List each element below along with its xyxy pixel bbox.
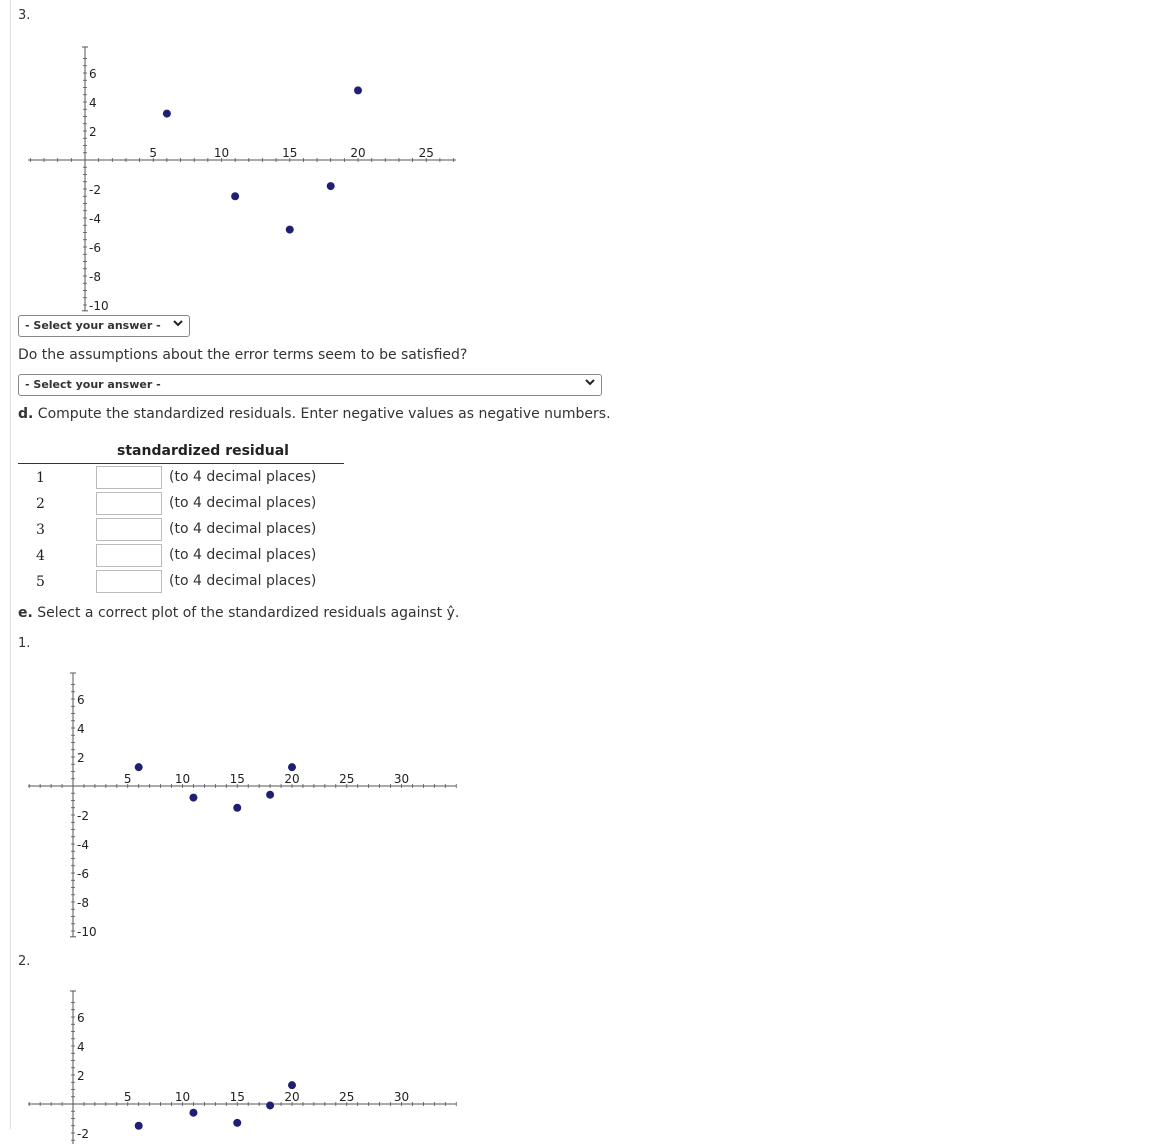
row-hint: (to 4 decimal places)	[169, 573, 317, 589]
x-tick-label: 5	[123, 1090, 132, 1104]
x-tick-label: 20	[350, 146, 366, 160]
y-tick-label: 2	[77, 1069, 85, 1083]
chevron-down-icon	[173, 318, 183, 331]
data-point	[231, 192, 239, 200]
question-assumptions: Do the assumptions about the error terms seem to be satisfied?	[18, 347, 468, 363]
chevron-down-icon	[585, 377, 595, 390]
residual-row	[18, 492, 348, 518]
question-d-prefix: d.	[18, 406, 34, 422]
data-point	[288, 763, 296, 771]
assumptions-select-value: - Select your answer -	[25, 378, 161, 391]
residual-input-4[interactable]	[96, 544, 162, 567]
row-index: 3	[36, 522, 45, 538]
data-point	[288, 1081, 296, 1089]
x-tick-label: 30	[393, 1090, 410, 1104]
y-tick-label: 2	[89, 125, 97, 139]
x-tick-label: 20	[284, 1090, 300, 1104]
x-tick-label: 10	[174, 772, 191, 786]
x-tick-label: 10	[174, 1090, 191, 1104]
x-tick-label: 5	[123, 772, 132, 786]
y-tick-label: -2	[77, 1127, 89, 1141]
x-tick-label: 25	[339, 1090, 355, 1104]
x-tick-label: 25	[339, 772, 355, 786]
residual-row	[18, 544, 348, 570]
plot-3-svg	[28, 40, 468, 312]
data-point	[266, 791, 274, 799]
y-tick-label: -10	[89, 299, 109, 312]
residual-table-header: standardized residual	[18, 443, 344, 464]
residual-row	[18, 466, 348, 492]
x-tick-label: 15	[229, 772, 245, 786]
data-point	[286, 226, 294, 234]
option-2-plot-svg	[28, 984, 468, 1144]
y-tick-label: -8	[89, 270, 101, 284]
y-tick-label: -2	[77, 809, 89, 823]
question-e-prefix: e.	[18, 605, 33, 621]
residual-input-3[interactable]	[96, 518, 162, 541]
x-tick-label: 25	[418, 146, 434, 160]
y-tick-label: -4	[89, 212, 101, 226]
row-hint: (to 4 decimal places)	[169, 521, 317, 537]
option-1-number: 1.	[18, 636, 31, 651]
row-index: 2	[36, 496, 45, 512]
data-point	[189, 1109, 197, 1117]
residual-row	[18, 518, 348, 544]
plot-number-3: 3.	[18, 8, 31, 23]
row-index: 4	[36, 548, 45, 564]
y-tick-label: 4	[77, 1040, 85, 1054]
question-e	[18, 605, 459, 621]
y-tick-label: 2	[77, 751, 85, 765]
data-point	[233, 1119, 241, 1127]
option-1-plot-svg	[28, 666, 468, 938]
y-tick-label: -8	[77, 896, 89, 910]
option-2-plot-container[interactable]	[28, 984, 468, 1148]
x-tick-label: 10	[213, 146, 230, 160]
question-d	[18, 406, 611, 422]
data-point	[327, 182, 335, 190]
y-tick-label: -6	[77, 867, 89, 881]
residual-input-1[interactable]	[96, 466, 162, 489]
y-tick-label: 4	[77, 722, 85, 736]
data-point	[233, 804, 241, 812]
data-point	[189, 794, 197, 802]
plot-3-container	[28, 40, 468, 316]
option-2-number: 2.	[18, 954, 31, 969]
residual-input-5[interactable]	[96, 570, 162, 593]
y-tick-label: 4	[89, 96, 97, 110]
row-index: 5	[36, 574, 45, 590]
plot-select-dropdown[interactable]	[18, 315, 190, 337]
y-tick-label: -10	[77, 925, 97, 938]
x-tick-label: 30	[393, 772, 410, 786]
data-point	[354, 86, 362, 94]
y-tick-label: -2	[89, 183, 101, 197]
y-tick-label: 6	[77, 693, 85, 707]
plot-select-value: - Select your answer -	[25, 319, 161, 332]
residual-input-2[interactable]	[96, 492, 162, 515]
question-e-text: Select a correct plot of the standardized residuals against ŷ.	[37, 605, 460, 621]
row-index: 1	[36, 470, 45, 486]
x-tick-label: 15	[282, 146, 298, 160]
data-point	[266, 1101, 274, 1109]
row-hint: (to 4 decimal places)	[169, 495, 317, 511]
assumptions-select-dropdown[interactable]	[18, 374, 602, 396]
y-tick-label: 6	[77, 1011, 85, 1025]
data-point	[135, 763, 143, 771]
x-tick-label: 15	[229, 1090, 245, 1104]
option-1-plot-container[interactable]	[28, 666, 468, 942]
x-tick-label: 20	[284, 772, 300, 786]
residual-row	[18, 570, 348, 596]
y-tick-label: -4	[77, 838, 89, 852]
row-hint: (to 4 decimal places)	[169, 469, 317, 485]
y-tick-label: 6	[89, 67, 97, 81]
data-point	[163, 110, 171, 118]
y-tick-label: -6	[89, 241, 101, 255]
left-border	[10, 0, 11, 1129]
row-hint: (to 4 decimal places)	[169, 547, 317, 563]
x-tick-label: 5	[149, 146, 158, 160]
question-d-text: Compute the standardized residuals. Enter negative values as negative numbers.	[37, 406, 611, 422]
